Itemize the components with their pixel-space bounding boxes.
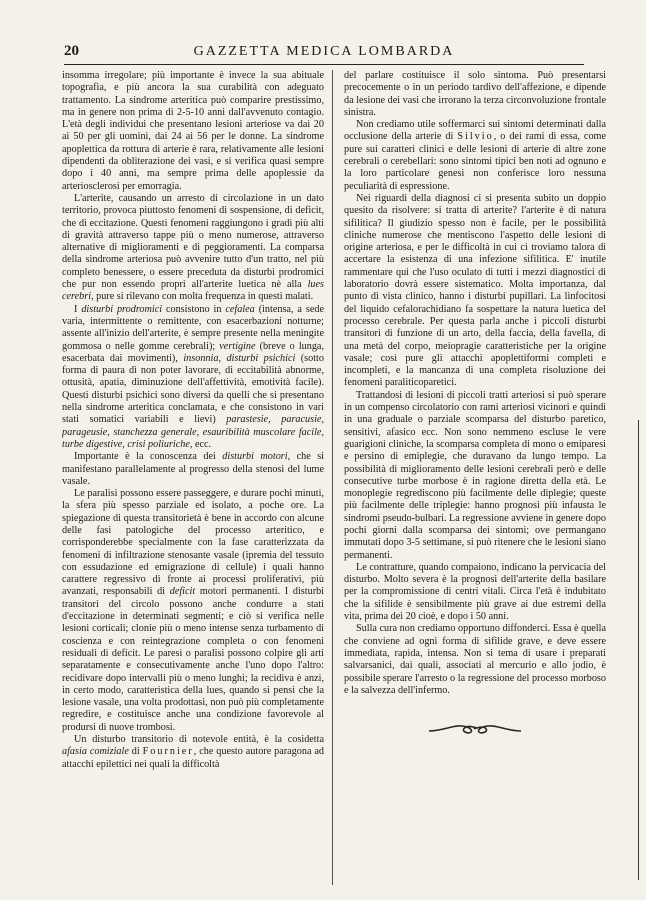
text-run: L'arterite, causando un arresto di circolazione in un dato territorio, provoca piuttosto fenomeni di sospensione, di deficit, che di eccitazione. Questi fenomeni raggiungono i gradi più alti di gravità attraverso tappe più o meno numerose, attraverso alternative di miglioramenti e di peggioramenti. La comparsa della sindrome arteriosa può avvenire tutto d'un tratto, nel più completo benessere, o essere preceduta da disturbi prodromici che pur non essendo propri all'arterite luetica nè alla	[62, 192, 324, 291]
text-run: di	[128, 746, 143, 758]
text-run: Sulla cura non crediamo opportuno diffonderci. Essa è quella che conviene ad ogni forma di sifilide grave, e deve essere immediata, rapida, intensa. Non si tema di usare i preparati salvarsanici, dai quali, associati al mercurio e allo jodio, è possibile sperare l'arresto o la regressione del processo morboso e la salvezza dell'infermo.	[344, 623, 606, 696]
text-run: Trattandosi di lesioni di piccoli tratti arteriosi si può sperare in un compenso circolatorio con rami arteriosi vicinori e quindi in una graduale o parziale scomparsa del disturbo paretico, sensitivi, afasico ecc. Non sono nemmeno escluse le vere guarigioni cliniche, la scomparsa completa di mono o emiparesi e persino di emiplegie, che duravano da lungo tempo. La possibilità di miglioramento delle lesioni cerebrali però e delle consecutive turbe morbose è in ragione diretta della età. Le monoplegie regrediscono più facilmente delle diplegie; queste più facilmente delle triplegie: hanno prognosi più infausta le sindromi pseudo-bulbari. La regressione avviene in genere dopo pochi giorni dalla scomparsa dei sintomi; ove permangano immutati dopo 3-5 settimane, si può ritenere che le lesioni siano permanenti.	[344, 389, 606, 561]
text-run: , che questo autore paragona ad attacchi epilettici nei quali la difficoltà	[62, 746, 324, 770]
paragraph	[62, 734, 324, 771]
text-run: Non crediamo utile soffermarci sui sintomi determinati dalla occlusione della arterie di	[344, 119, 606, 143]
text-run: Le paralisi possono essere passeggere, e durare pochi minuti, la sfera più spesso parziale ed isolato, a poche ore. La spiegazione di questa transitorietà è bene in accordo con alcune delle fasi patologiche del processo arteritico, e corrisponderebbe specialmente con la fase caratterizzata da fenomeni di infiltrazione stenosante vasale (ipremia del tessuto con essudazione ed emigrazione di cellule) i quali hanno carattere regressivo di fronte ai processi proliferativi, più avanzati, responsabili di	[62, 488, 324, 598]
italic-text: deficit	[169, 586, 196, 598]
paragraph	[62, 488, 324, 734]
running-title: GAZZETTA MEDICA LOMBARDA	[193, 44, 455, 59]
italic-text: disturbi prodromici	[81, 303, 163, 315]
text-run: motori permanenti. I disturbi transitori del circolo possono anche condurre a stati d'eccitazione in determinati segmenti; e ciò si verifica nelle lesioni corticali; clonie più o meno intense senza turbamento di coscienza e con reintegrazione completa o con fenomeni residuali di deficit. Le paresi o paralisi possono colpire gli arti separatamente e consecutivamente anche l'uno dopo l'altro: recidivare dopo intervalli più o meno lunghi; la recidiva è anzi, in certo modo, caratteristica della lues, quando si pensi che la lesione vasale, una volta prodottasi, non può più completamente regredire, e costituisce anche una condizione favorevole al prodursi di nuove trombosi.	[62, 586, 325, 733]
spaced-name-text: Fournier	[142, 746, 194, 758]
closing-ornament-icon	[425, 719, 525, 737]
paragraph	[344, 70, 606, 119]
text-run: I	[74, 303, 82, 315]
paragraph	[62, 70, 324, 193]
italic-text: parastesie, paracusie, parageusie, stanchezza generale, esauribilità muscolare facile, turbe digestive, crisi poliuriche	[62, 414, 324, 450]
text-run: (intensa, a sede varia, intermittente o remittente, con esacerbazioni notturne; assente all'inizio dell'arterite, è sempre presente nella meningite gommosa o nelle gomme cerebrali);	[62, 303, 324, 352]
text-run: , ecc.	[189, 438, 212, 450]
italic-text: afasia comiziale	[62, 746, 129, 758]
italic-text: vertigine	[219, 340, 256, 352]
text-run: , pure si rilevano con molta frequenza in questi malati.	[91, 291, 314, 303]
text-run: (breve o lunga, esacerbata dai movimenti),	[62, 340, 325, 364]
text-run: , che si manifestano parallelamente al progresso della stenosi del lume vasale.	[62, 451, 325, 487]
text-run: insomma irregolare; più importante è invece la sua abituale topografia, e più ancora la sua curabilità con adeguato trattamento. La sindrome arteritica può comparire prestissimo, ma in genere non prima di 2-5-10 anni dall'avvenuto contagio. L'età degli individui che presentano lesioni arteriose va dai 20 ai 50 per gli uomini, dai 24 ai 56 per le donne. La sindrome apoplettica da rottura di arterie è rara, relativamente alle lesioni dipendenti da obliterazione dei vasi, e si verifica quasi sempre dopo i 40 anni, ma sempre prima delle apoplessie da arteriosclerosi per emorragia.	[62, 70, 324, 192]
right-column-text	[344, 70, 606, 697]
paragraph	[62, 304, 324, 452]
spaced-name-text: Silvio	[457, 131, 494, 143]
page-header	[64, 40, 584, 65]
paragraph	[344, 623, 606, 697]
paragraph	[344, 119, 606, 193]
right-column	[344, 70, 606, 885]
scan-edge-line	[638, 420, 639, 880]
left-column	[62, 70, 333, 885]
text-run: consistono in	[162, 303, 226, 315]
text-run: Importante è la conoscenza dei	[74, 451, 223, 463]
text-run: (sotto forma di paura di non poter lavorare, di eccitabilità abnorme, ottusità, apatia, diminuzione dell'affettività, emotività facile). Questi disturbi psichici sono diversi da quelli che si presentano nella sindrome arteritica conclamata, e che consistono in vari stati somatici variabili e lievi)	[62, 352, 324, 426]
italic-text: lues cerebri	[62, 279, 324, 303]
italic-text: cefalea	[225, 303, 255, 315]
text-run: Le contratture, quando compaiono, indicano la pervicacia del disturbo. Molto severa è la prognosi dell'arterite della basilare per la compromissione di centri vitali. Circa l'età è indubitato che la sifilide è sensibilmente più grave ai due estremi della vita, prima dei 20 cioè, e dopo i 50 anni.	[344, 561, 606, 623]
page-number: 20	[64, 43, 79, 59]
text-run: del parlare costituisce il solo sintoma. Può presentarsi precocemente o in un periodo tardivo dell'affezione, e dipende da lesione dei vasi che irrorano la terza circonvoluzione frontale sinistra.	[344, 70, 606, 118]
paragraph	[344, 562, 606, 623]
text-run: Un disturbo transitorio di notevole entità, è la cosidetta	[74, 734, 324, 746]
paragraph	[62, 451, 324, 488]
italic-text: disturbi motori	[222, 451, 288, 463]
paragraph	[62, 193, 324, 304]
text-run: , o dei rami di essa, come pure sui caratteri clinici e delle lesioni di arterie di altre zone cerebrali o cerebellari: sono sintomi tipici ben noti ad ognuno e la loro particolare genesi non conferisce loro nessuna peculiarità di espressione.	[344, 131, 606, 192]
text-run: Nei riguardi della diagnosi ci si presenta subito un doppio quesito da risolvere: si tratta di arterite? l'arterite è di natura sifilitica? Il giudizio spesso non è facile, per le possibilità cliniche numerose che mentiscono l'aspetto delle lesioni di origine arteriosa, e per le difficoltà in cui ci troviamo talora di accertare la esistenza di una infezione sifilitica. E' inutile rammentare qui che l'uso oculato di tutti i mezzi diagnostici di laboratorio dovrà essere sistematico. Molta importanza, dal punto di vista clinico, hanno i disturbi pupillari. La linfocitosi del liquido cefalorachidiano fa sospettare la natura luetica del processo cerebrale. Per questa parla anche i piccoli disturbi transitori di funzione di un arto, della faccia, della favella, di una metà del corpo, meiopragie caratteristiche per la origine vasale; così pure gli attacchi apoplettiformi completi e incompleti, e la mancanza di una completa risoluzione dei fenomeni paraliticoparetici.	[344, 192, 606, 389]
paragraph	[344, 390, 606, 562]
italic-text: insonnia, disturbi psichici	[183, 352, 296, 364]
paragraph	[344, 193, 606, 390]
